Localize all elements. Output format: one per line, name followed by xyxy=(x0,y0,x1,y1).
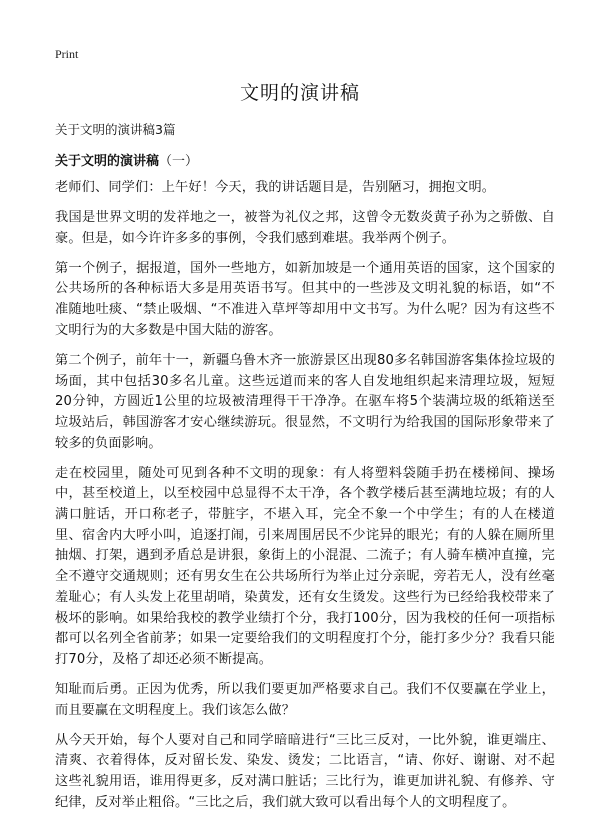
paragraph-shame: 知耻而后勇。正因为优秀，所以我们要更加严格要求自己。我们不仅要赢在学业上，而且要赢在文明程度上。我们该怎么做？ xyxy=(55,681,555,718)
section-heading-title: 关于文明的演讲稿 xyxy=(55,154,160,169)
paragraph-example-two: 第二个例子，前年十一，新疆乌鲁木齐一旅游景区出现80多名韩国游客集体捡垃圾的场面，其中包括30多名儿童。这些远道而来的客人自发地组织起来清理垃圾，短短20分钟，方圆近1公里的垃圾被清理得干干净净。在驱车将5个装满垃圾的纸箱送至垃圾站后，韩国游客才安心继续游玩。很显然，不文明行为给我国的国际形象带来了较多的负面影响。 xyxy=(55,352,555,451)
paragraph-action: 从今天开始，每个人要对自己和同学暗暗进行“三比三反对，一比外貌，谁更端庄、清爽、衣着得体，反对留长发、染发、烫发；二比语言，“请、你好、谢谢、对不起这些礼貌用语，谁用得更多，反对满口脏话；三比行为，谁更加讲礼貌、有修养、守纪律，反对举止粗俗。“三比之后，我们就大致可以看出每个人的文明程度了。 xyxy=(55,732,555,810)
page-title: 文明的演讲稿 xyxy=(239,82,360,104)
paragraph-intro: 我国是世界文明的发祥地之一，被誉为礼仪之邦，这曾令无数炎黄子孙为之骄傲、自豪。但是，如今许许多多的事例，令我们感到难堪。我举两个例子。 xyxy=(55,210,555,246)
paragraph-campus: 走在校园里，随处可见到各种不文明的现象：有人将塑料袋随手扔在楼梯间、操场中，甚至校道上，以至校园中总显得不太干净，各个教学楼后甚至满地垃圾；有的人满口脏话，开口称老子，带脏字，不堪入耳，完全不象一个中学生；有的人在楼道里、宿舍内大呼小叫，追逐打闹，引来周围居民不少诧异的眼光；有的人躲在厕所里抽烟、打架，遇到矛盾总是讲狠，象街上的小混混、二流子；有人骑车横冲直撞，完全不遵守交通规则；还有男女生在公共场所行为举止过分亲昵，旁若无人，没有丝毫羞耻心；有人头发上花里胡哨，染黄发，还有女生烫发。这些行为已经给我校带来了极坏的影响。如果给我校的教学业绩打个分，我打100分，因为我校的任何一项指标都可以名列全省前茅；如果一定要给我们的文明程度打个分，能打多少分？我看只能打70分，及格了却还必须不断提高。 xyxy=(55,465,555,667)
paragraph-example-one: 第一个例子，据报道，国外一些地方，如新加坡是一个通用英语的国家，这个国家的公共场所的各种标语大多是用英语书写。但其中的一些涉及文明礼貌的标语，如“不准随地吐痰、“禁止吸烟、“不准进入草坪等却用中文书写。为什么呢？因为有这些不文明行为的大多数是中国大陆的游客。 xyxy=(55,260,555,338)
print-link[interactable]: Print xyxy=(55,47,79,61)
section-heading-number: （一） xyxy=(159,154,199,169)
paragraph-greeting: 老师们、同学们：上午好！今天，我的讲话题目是，告别陋习，拥抱文明。 xyxy=(55,180,496,195)
document-subtitle: 关于文明的演讲稿3篇 xyxy=(55,122,176,137)
speech-body xyxy=(55,178,555,823)
section-heading xyxy=(55,150,198,169)
